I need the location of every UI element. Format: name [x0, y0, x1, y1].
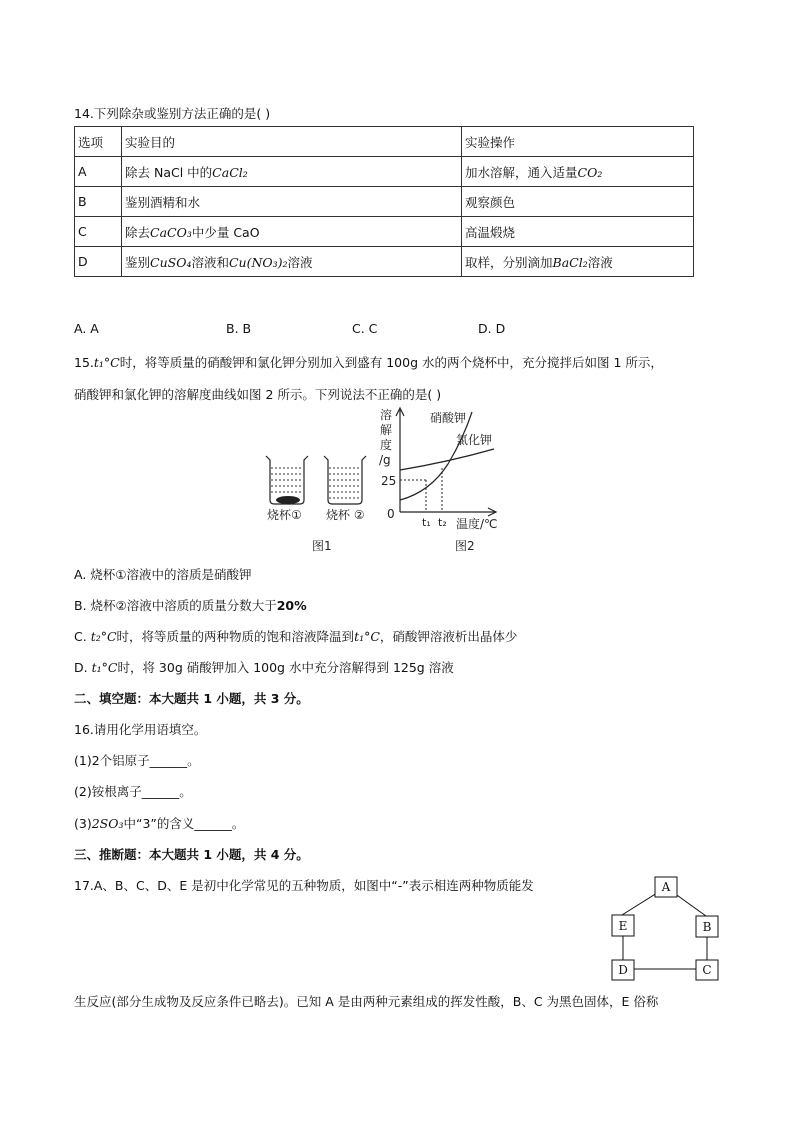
q17-line-2: 生反应(部分生成物及反应条件已略去)。已知 A 是由两种元素组成的挥发性酸，B、C 为黑色固体，E 俗称 — [74, 994, 659, 1009]
row-option: B — [75, 187, 122, 217]
node-a-label: A — [661, 880, 671, 894]
row-goal — [122, 247, 462, 277]
tick-t2: t₂ — [438, 516, 447, 529]
figure-1-caption: 图1 — [312, 539, 332, 553]
temp-t2: t₂°C — [90, 629, 117, 644]
op-text: 溶液 — [587, 254, 613, 270]
option-text: D. — [74, 660, 92, 675]
q15-figure — [258, 404, 498, 556]
q17-line-1: 17.A、B、C、D、E 是初中化学常见的五种物质，如图中“-”表示相连两种物质能发 — [74, 878, 534, 893]
kno3-curve — [400, 412, 472, 500]
q15-number: 15. — [74, 355, 94, 370]
q16-stem: 16.请用化学用语填空。 — [74, 722, 207, 737]
op-formula: CO₂ — [577, 164, 603, 180]
kno3-label: 硝酸钾 — [430, 411, 467, 425]
row-operation: 观察颜色 — [462, 187, 694, 217]
row-option: D — [75, 247, 122, 277]
section-2-heading: 二、填空题：本大题共 1 小题，共 3 分。 — [74, 691, 309, 706]
row-option: A — [75, 157, 122, 187]
section-3-heading: 三、推断题：本大题共 1 小题，共 4 分。 — [74, 847, 309, 862]
y-label-2: 解 — [380, 423, 393, 437]
tick-25: 25 — [381, 474, 397, 488]
table-row — [75, 217, 694, 247]
goal-formula: CuSO₄ — [150, 254, 192, 270]
header-option: 选项 — [75, 127, 122, 157]
q16-part-1: (1)2个铝原子______。 — [74, 753, 200, 768]
q14-option-d: D. D — [478, 321, 506, 336]
op-formula: BaCl₂ — [552, 254, 588, 270]
option-text: 时，将 30g 硝酸钾加入 100g 水中充分溶解得到 125g 溶液 — [117, 660, 454, 675]
node-b-label: B — [702, 920, 712, 934]
node-c-label: C — [702, 963, 712, 977]
op-text: 加水溶解，通入适量 — [465, 164, 578, 180]
row-operation — [462, 247, 694, 277]
beaker-2-drawing — [324, 456, 366, 504]
q15-option-c — [74, 627, 517, 645]
q15-stem-line2: 硝酸钾和氯化钾的溶解度曲线如图 2 所示。下列说法不正确的是( ) — [74, 387, 442, 402]
kcl-label: 氯化钾 — [456, 433, 493, 447]
goal-text: 溶液 — [287, 254, 313, 270]
temp-t1: t₁°C — [354, 629, 380, 644]
beaker-2-label: 烧杯 ② — [326, 508, 365, 522]
goal-text: 鉴别 — [125, 254, 151, 270]
row-operation — [462, 157, 694, 187]
row-goal: 鉴别酒精和水 — [122, 187, 462, 217]
goal-text: 除去 NaCl 中的 — [125, 164, 213, 180]
header-operation: 实验操作 — [462, 127, 694, 157]
beaker-1-drawing — [266, 456, 308, 504]
goal-text: 中少量 CaO — [191, 224, 260, 240]
temp-t1: t₁°C — [91, 660, 118, 675]
beaker-1-label: 烧杯① — [267, 508, 302, 522]
temp-t1: t₁°C — [93, 355, 120, 370]
figure-2-caption: 图2 — [455, 539, 475, 553]
option-text: 时，将等质量的两种物质的饱和溶液降温到 — [116, 629, 355, 644]
q14-option-b: B. B — [226, 321, 252, 336]
node-d-label: D — [618, 963, 628, 977]
goal-text: 溶液和 — [191, 254, 229, 270]
q16-part-3 — [74, 814, 244, 832]
q14-stem: 14.下列除杂或鉴别方法正确的是( ) — [74, 106, 271, 121]
row-operation: 高温煅烧 — [462, 217, 694, 247]
goal-formula: CaCl₂ — [212, 164, 248, 180]
header-goal: 实验目的 — [122, 127, 462, 157]
q16-part-2: (2)铵根离子______。 — [74, 784, 192, 799]
q14-option-c: C. C — [352, 321, 378, 336]
q15-text: 时，将等质量的硝酸钾和氯化钾分别加入到盛有 100g 水的两个烧杯中，充分搅拌后如图 1 所示， — [119, 355, 663, 370]
goal-formula: Cu(NO₃)₂ — [228, 254, 288, 270]
table-row — [75, 157, 694, 187]
option-text: ，硝酸钾溶液析出晶体少 — [379, 629, 518, 644]
y-label-3: 度 — [380, 438, 393, 452]
option-text: C. — [74, 629, 91, 644]
q17-diagram — [606, 872, 726, 984]
option-value: 20% — [276, 598, 307, 613]
row-goal — [122, 217, 462, 247]
part-text: 中“3”的含义______。 — [123, 816, 245, 831]
node-e-label: E — [618, 919, 628, 933]
kcl-curve — [400, 449, 494, 470]
q15-option-b — [74, 596, 307, 614]
op-text: 取样，分别滴加 — [465, 254, 553, 270]
table-row — [75, 247, 694, 277]
y-label-4: /g — [379, 453, 391, 467]
table-row — [75, 187, 694, 217]
part-text: (3) — [74, 816, 92, 831]
x-label: 温度/℃ — [456, 517, 498, 531]
q15-option-a: A. 烧杯①溶液中的溶质是硝酸钾 — [74, 567, 252, 582]
q14-option-a: A. A — [74, 321, 99, 336]
q15-option-d — [74, 658, 454, 676]
goal-formula: CaCO₃ — [150, 224, 192, 240]
option-text: B. 烧杯②溶液中溶质的质量分数大于 — [74, 598, 277, 613]
y-label-1: 溶 — [380, 408, 393, 422]
q14-table — [74, 126, 694, 277]
formula-so3: 2SO₃ — [91, 816, 124, 831]
table-header-row — [75, 127, 694, 157]
row-option: C — [75, 217, 122, 247]
row-goal — [122, 157, 462, 187]
origin-0: 0 — [387, 507, 395, 521]
q15-stem-line1 — [74, 353, 663, 371]
goal-text: 除去 — [125, 224, 151, 240]
tick-t1: t₁ — [422, 516, 431, 529]
